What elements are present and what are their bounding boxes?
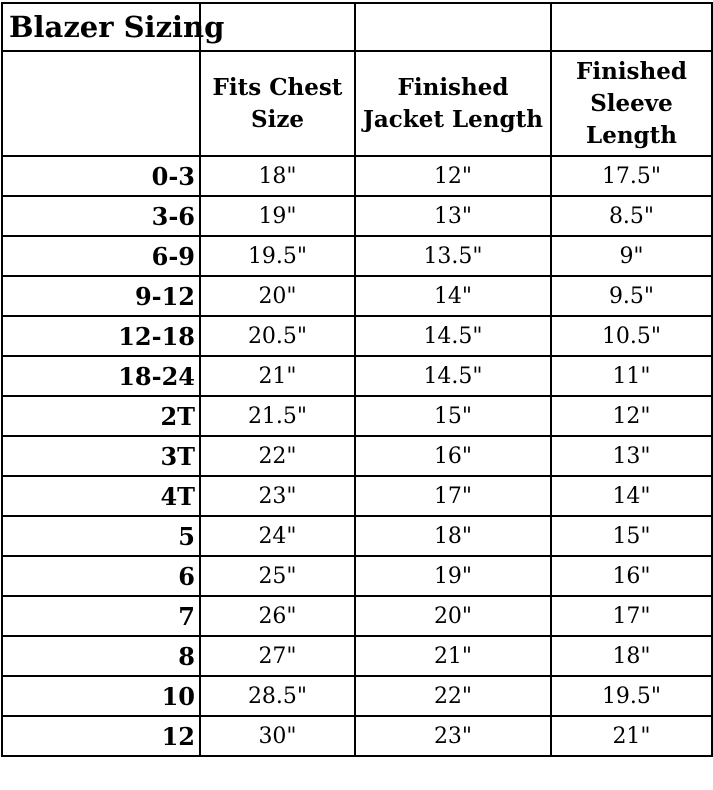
size-cell: 7 [2,596,200,636]
size-cell: 12-18 [2,316,200,356]
header-row [2,51,712,156]
chest-size-cell: 21" [200,356,355,396]
sleeve-length-cell: 19.5" [551,676,712,716]
size-cell: 9-12 [2,276,200,316]
chest-size-cell: 19" [200,196,355,236]
jacket-length-cell: 14.5" [355,316,551,356]
table-row [2,156,712,196]
table-row [2,636,712,676]
table-row [2,196,712,236]
sleeve-length-cell: 16" [551,556,712,596]
chest-size-cell: 21.5" [200,396,355,436]
jacket-length-cell: 14.5" [355,356,551,396]
chest-size-cell: 22" [200,436,355,476]
sleeve-length-cell: 17" [551,596,712,636]
sleeve-length-cell: 13" [551,436,712,476]
table-row [2,716,712,756]
chest-size-cell: 28.5" [200,676,355,716]
table-title: Blazer Sizing [2,3,200,51]
chest-size-cell: 24" [200,516,355,556]
title-row [2,3,712,51]
sleeve-length-cell: 9.5" [551,276,712,316]
jacket-length-cell: 14" [355,276,551,316]
chest-size-cell: 18" [200,156,355,196]
chest-size-cell: 27" [200,636,355,676]
jacket-length-cell: 13.5" [355,236,551,276]
sleeve-length-cell: 17.5" [551,156,712,196]
size-cell: 18-24 [2,356,200,396]
jacket-length-cell: 23" [355,716,551,756]
chest-size-cell: 20.5" [200,316,355,356]
sleeve-length-cell: 9" [551,236,712,276]
size-cell: 12 [2,716,200,756]
sleeve-length-cell: 11" [551,356,712,396]
header-size [2,51,200,156]
header-fits-chest-size: Fits Chest Size [200,51,355,156]
chest-size-cell: 20" [200,276,355,316]
title-row-empty-cell [355,3,551,51]
jacket-length-cell: 17" [355,476,551,516]
jacket-length-cell: 12" [355,156,551,196]
jacket-length-cell: 16" [355,436,551,476]
size-cell: 10 [2,676,200,716]
blazer-sizing-table [1,2,713,757]
sleeve-length-cell: 14" [551,476,712,516]
jacket-length-cell: 22" [355,676,551,716]
sleeve-length-cell: 18" [551,636,712,676]
sleeve-length-cell: 10.5" [551,316,712,356]
size-cell: 5 [2,516,200,556]
table-row [2,596,712,636]
jacket-length-cell: 13" [355,196,551,236]
jacket-length-cell: 15" [355,396,551,436]
size-cell: 4T [2,476,200,516]
size-cell: 6 [2,556,200,596]
header-finished-sleeve-length: Finished Sleeve Length [551,51,712,156]
sleeve-length-cell: 12" [551,396,712,436]
title-row-empty-cell [551,3,712,51]
table-row [2,436,712,476]
jacket-length-cell: 20" [355,596,551,636]
sleeve-length-cell: 15" [551,516,712,556]
table-row [2,476,712,516]
table-row [2,316,712,356]
chest-size-cell: 30" [200,716,355,756]
sleeve-length-cell: 21" [551,716,712,756]
header-finished-jacket-length: Finished Jacket Length [355,51,551,156]
sleeve-length-cell: 8.5" [551,196,712,236]
size-cell: 3T [2,436,200,476]
jacket-length-cell: 21" [355,636,551,676]
size-cell: 8 [2,636,200,676]
table-row [2,516,712,556]
chest-size-cell: 25" [200,556,355,596]
table-row [2,356,712,396]
table-row [2,236,712,276]
table-row [2,276,712,316]
size-cell: 0-3 [2,156,200,196]
jacket-length-cell: 19" [355,556,551,596]
table-row [2,556,712,596]
size-cell: 2T [2,396,200,436]
chest-size-cell: 26" [200,596,355,636]
table-row [2,396,712,436]
chest-size-cell: 23" [200,476,355,516]
jacket-length-cell: 18" [355,516,551,556]
chest-size-cell: 19.5" [200,236,355,276]
size-cell: 6-9 [2,236,200,276]
table-row [2,676,712,716]
size-cell: 3-6 [2,196,200,236]
